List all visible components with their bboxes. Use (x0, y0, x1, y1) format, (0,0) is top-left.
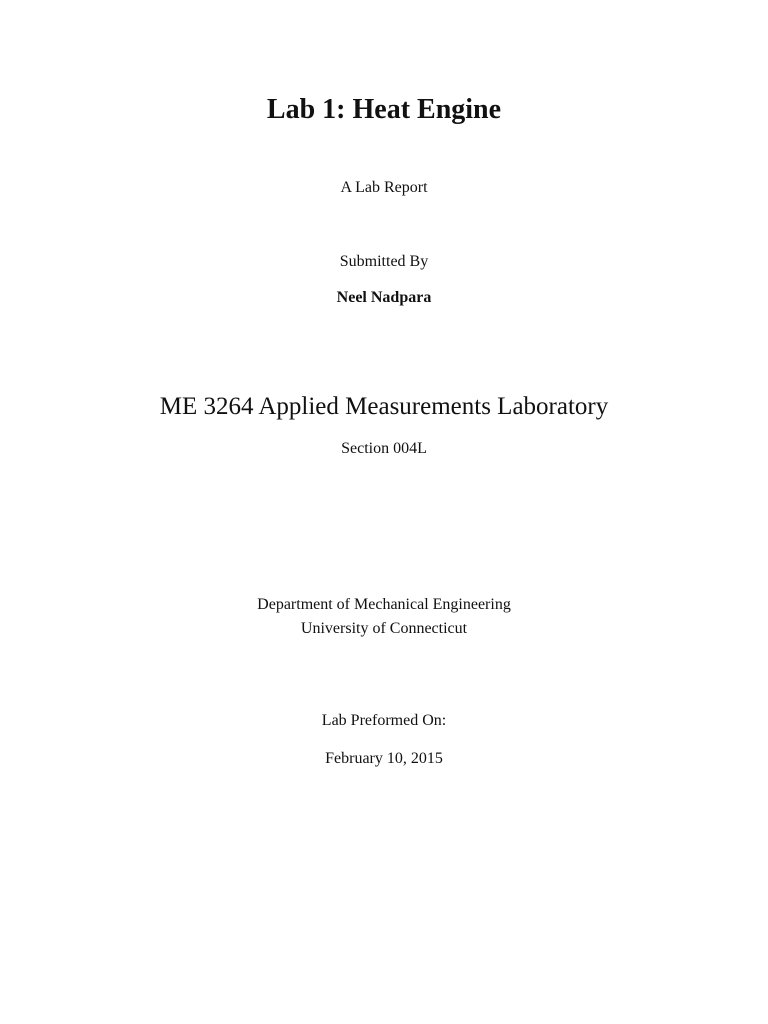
performed-date: February 10, 2015 (325, 750, 443, 767)
author-name: Neel Nadpara (336, 289, 432, 306)
report-title: Lab 1: Heat Engine (266, 94, 502, 125)
department-name: Department of Mechanical Engineering (257, 596, 511, 613)
performed-on-label: Lab Preformed On: (321, 712, 447, 729)
report-subtitle: A Lab Report (340, 179, 428, 196)
course-section: Section 004L (341, 440, 427, 457)
submitted-by-label: Submitted By (339, 253, 429, 270)
course-title: ME 3264 Applied Measurements Laboratory (159, 393, 609, 420)
university-name: University of Connecticut (300, 620, 468, 637)
institution-block (0, 593, 768, 641)
